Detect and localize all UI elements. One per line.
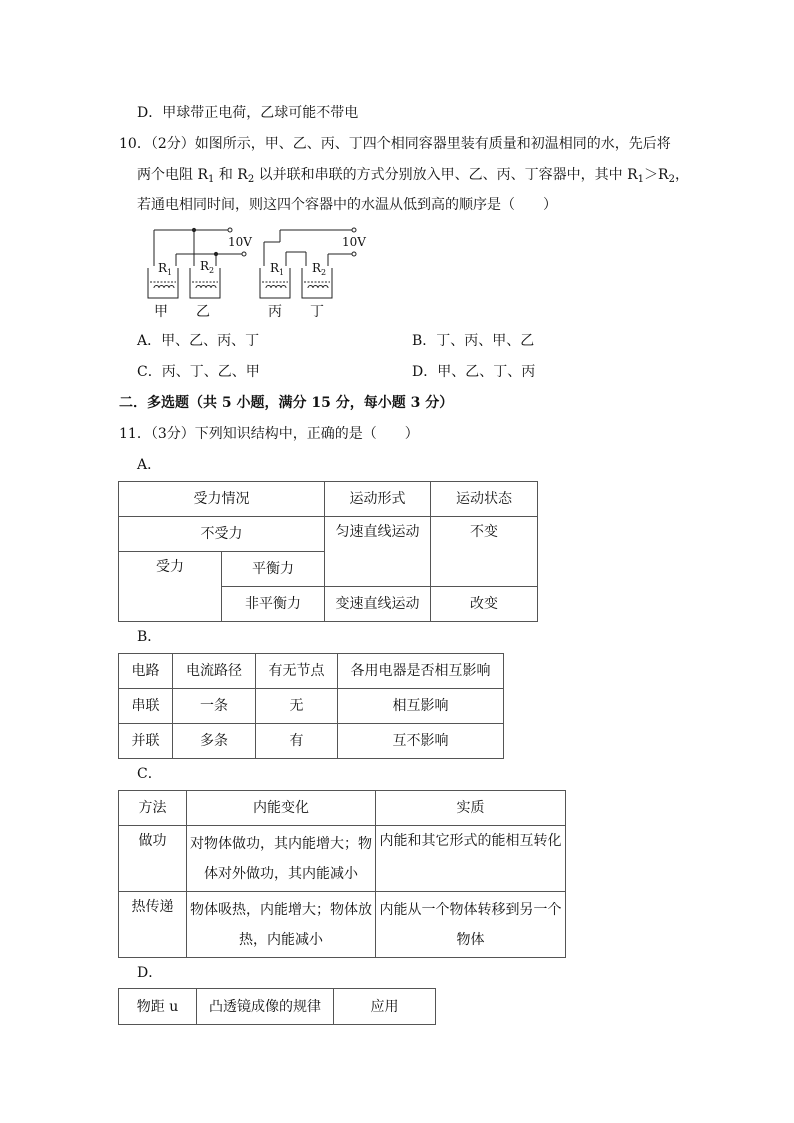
q11-table-d xyxy=(118,988,436,1025)
q10-stem-line2: 两个电阻 $R_1$ 和 $R_2$ 以并联和串联的方式分别放入甲、乙、丙、丁容器中，其中 $R_1>R_2$， xyxy=(137,167,689,185)
q11-table-c xyxy=(118,790,566,958)
q10-option-c: C．丙、丁、乙、甲 xyxy=(137,364,260,380)
table-b-cell: 有 xyxy=(256,724,338,759)
q10-option-b: B．丁、丙、甲、乙 xyxy=(412,333,535,349)
table-c-change-work: 对物体做功，其内能增大；物 体对外做功，其内能减小 xyxy=(187,826,376,892)
voltage-label-left: 10V xyxy=(228,235,252,249)
table-d-header: 应用 xyxy=(334,989,436,1025)
section-2-heading: 二．多选题（共 5 小题，满分 15 分，每小题 3 分） xyxy=(119,395,454,411)
table-c-header: 内能变化 xyxy=(187,791,376,826)
table-a-balanced: 平衡力 xyxy=(222,552,325,587)
table-row xyxy=(119,724,504,759)
table-d-header: 凸透镜成像的规律 xyxy=(197,989,334,1025)
table-b-cell: 无 xyxy=(256,689,338,724)
container-label-ding: 丁 xyxy=(310,304,324,320)
table-b-header: 各用电器是否相互影响 xyxy=(338,654,504,689)
table-c-method-heat: 热传递 xyxy=(119,892,187,958)
table-b-cell: 相互影响 xyxy=(338,689,504,724)
table-b-header: 电路 xyxy=(119,654,173,689)
q10-option-a: A．甲、乙、丙、丁 xyxy=(137,333,260,349)
table-b-cell: 一条 xyxy=(173,689,256,724)
table-b-header: 电流路径 xyxy=(173,654,256,689)
voltage-label-right: 10V xyxy=(342,235,366,249)
table-a-unbalanced: 非平衡力 xyxy=(222,587,325,622)
table-b-cell: 串联 xyxy=(119,689,173,724)
table-d-header: 物距 u xyxy=(119,989,197,1025)
table-c-essence-work: 内能和其它形式的能相互转化 xyxy=(376,826,566,892)
q9-option-d: D．甲球带正电荷，乙球可能不带电 xyxy=(137,105,359,121)
q10-option-d: D．甲、乙、丁、丙 xyxy=(412,364,536,380)
table-a-variable-motion: 变速直线运动 xyxy=(325,587,431,622)
r2-label-ding: $R_2$ xyxy=(312,261,327,277)
q11-stem: 11．（3分）下列知识结构中，正确的是（ ） xyxy=(119,426,419,442)
table-a-unchanged: 不变 xyxy=(431,517,538,587)
q10-stem-line1: 10．（2分）如图所示，甲、乙、丙、丁四个相同容器里装有质量和初温相同的水，先后将 xyxy=(119,136,671,152)
table-b-cell: 多条 xyxy=(173,724,256,759)
r1-label-jia: $R_1$ xyxy=(158,261,173,277)
q11-option-b-label: B． xyxy=(137,629,162,645)
table-c-essence-heat: 内能从一个物体转移到另一个 物体 xyxy=(376,892,566,958)
table-row xyxy=(119,689,504,724)
table-b-cell: 互不影响 xyxy=(338,724,504,759)
container-label-bing: 丙 xyxy=(268,304,282,320)
table-row xyxy=(119,892,566,958)
table-a-header-force: 受力情况 xyxy=(119,482,325,517)
table-b-header: 有无节点 xyxy=(256,654,338,689)
container-label-yi: 乙 xyxy=(196,304,210,320)
table-b-cell: 并联 xyxy=(119,724,173,759)
table-c-header: 方法 xyxy=(119,791,187,826)
table-a-uniform-motion: 匀速直线运动 xyxy=(325,517,431,587)
r1-label-bing: $R_1$ xyxy=(270,261,285,277)
table-a-header-motion-state: 运动状态 xyxy=(431,482,538,517)
q11-option-a-label: A． xyxy=(137,457,162,473)
q11-option-c-label: C． xyxy=(137,766,162,782)
table-a-header-motion-form: 运动形式 xyxy=(325,482,431,517)
table-a-forced: 受力 xyxy=(119,552,222,622)
r2-label-yi: $R_2$ xyxy=(200,259,215,275)
table-a-changed: 改变 xyxy=(431,587,538,622)
q11-option-d-label: D． xyxy=(137,965,163,981)
q11-table-a xyxy=(118,481,538,622)
circuit-diagram xyxy=(130,224,380,324)
table-row xyxy=(119,826,566,892)
table-c-header: 实质 xyxy=(376,791,566,826)
table-c-change-heat: 物体吸热，内能增大；物体放 热，内能减小 xyxy=(187,892,376,958)
q10-stem-line3: 若通电相同时间，则这四个容器中的水温从低到高的顺序是（ ） xyxy=(137,197,557,213)
table-a-no-force: 不受力 xyxy=(119,517,325,552)
table-c-method-work: 做功 xyxy=(119,826,187,892)
container-label-jia: 甲 xyxy=(154,304,168,320)
q11-table-b xyxy=(118,653,504,759)
